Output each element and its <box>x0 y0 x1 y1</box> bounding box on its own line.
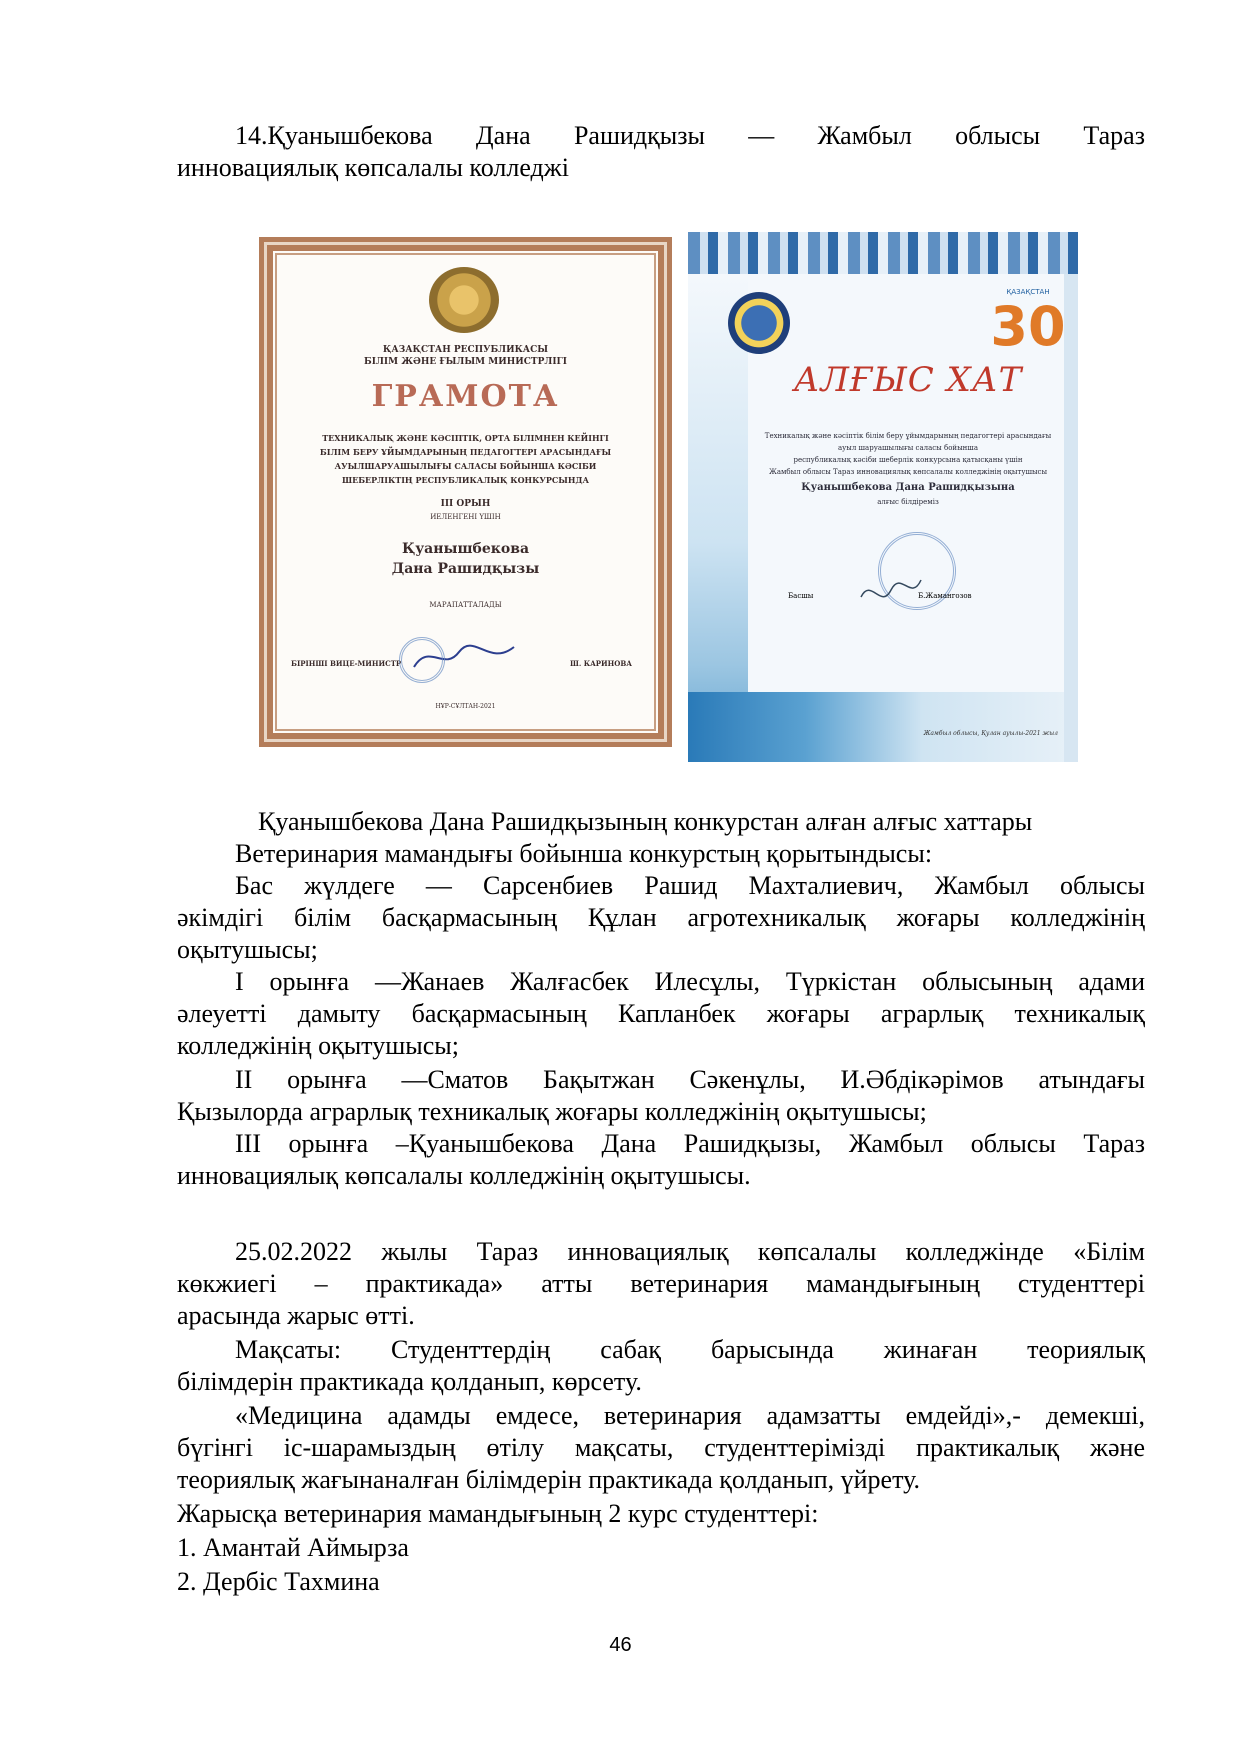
gramota-name-1: Қуанышбекова <box>401 541 530 557</box>
alghys-body-4: Жамбыл облысы Тараз инновациялық көпсалалы колледжінің оқытушысы <box>768 468 1048 476</box>
gramota-ministry-2: БІЛІМ ЖӘНЕ ҒЫЛЫМ МИНИСТРЛІГІ <box>364 357 567 367</box>
gramota-certificate-image <box>259 237 672 747</box>
gramota-place: ІІІ ОРЫН <box>440 499 491 509</box>
page-number: 46 <box>609 1634 632 1656</box>
alghys-thanks: алғыс білдіреміз <box>877 498 939 506</box>
goal-line-2: білімдерін практикада қолданып, көрсету. <box>177 1367 642 1396</box>
second-place-line-1: ІІ орынға —Сматов Бақытжан Сәкенұлы, И.Әбдікәрімов атындағы <box>235 1065 1145 1094</box>
alghys-name: Қуанышбекова Дана Рашидқызына <box>801 482 1015 493</box>
student-1: 1. Амантай Аймырза <box>177 1533 409 1562</box>
results-title: Ветеринария мамандығы бойынша конкурстың қорытындысы: <box>235 839 933 868</box>
heading-line-2: инновациялық көпсалалы колледжі <box>177 153 569 182</box>
quote-line-3: теориялық жағынаналған білімдерін практикада қолданып, үйрету. <box>177 1465 920 1494</box>
grand-prize-line-3: оқытушысы; <box>177 935 318 964</box>
gramota-signer-left: БІРІНШІ ВИЦЕ-МИНИСТР <box>291 659 402 668</box>
quote-line-1: «Медицина адамды емдесе, ветеринария адамзатты емдейді»,- демекші, <box>235 1401 1145 1430</box>
participants-intro: Жарысқа ветеринария мамандығының 2 курс студенттері: <box>177 1499 819 1528</box>
alghys-sign-right: Б.Жамангозов <box>918 592 972 600</box>
alghys-body-2: ауыл шаруашылығы саласы бойынша <box>838 444 978 452</box>
kazakhstan-emblem-icon <box>429 267 499 333</box>
alghys-body-3: республикалық кәсіби шеберлік конкурсына қатысқаны үшін <box>793 456 1023 464</box>
gramota-name-2: Дана Рашидқызы <box>391 561 540 577</box>
event-line-2: көкжиегі – практикада» атты ветеринария мамандығының студенттері <box>177 1269 1145 1298</box>
gramota-awarded: МАРАПАТТАЛАДЫ <box>429 601 502 609</box>
gramota-body-1: ТЕХНИКАЛЫҚ ЖӘНЕ КӘСІПТІК, ОРТА БІЛІМНЕН КЕЙІНГІ <box>322 433 609 443</box>
quote-line-2: бүгінгі іс-шарамыздың өтілу мақсаты, студенттерімізді практикалық және <box>177 1433 1145 1462</box>
alghys-hat-certificate-image <box>688 232 1078 762</box>
signature-icon <box>856 572 926 612</box>
third-place-line-2: инновациялық көпсалалы колледжінің оқытушысы. <box>177 1161 751 1190</box>
kz30-caption: ҚАЗАҚСТАН <box>1006 288 1050 296</box>
figure-caption: Қуанышбекова Дана Рашидқызының конкурстан алған алғыс хаттары <box>258 807 1033 836</box>
event-line-3: арасында жарыс өтті. <box>177 1301 415 1330</box>
student-2: 2. Дербіс Тахмина <box>177 1567 380 1596</box>
second-place-line-2: Қызылорда аграрлық техникалық жоғары колледжінің оқытушысы; <box>177 1097 927 1126</box>
gramota-city: НҰР-СҰЛТАН-2021 <box>435 703 496 710</box>
ministry-logo-icon <box>728 292 790 354</box>
alghys-sign-left: Басшы <box>788 592 814 600</box>
grand-prize-line-2: әкімдігі білім басқармасының Құлан агротехникалық жоғары колледжінің <box>177 903 1145 932</box>
heading-line-1: 14.Қуанышбекова Дана Рашидқызы — Жамбыл облысы Тараз <box>235 121 1145 150</box>
event-line-1: 25.02.2022 жылы Тараз инновациялық көпсалалы колледжінде «Білім <box>235 1237 1145 1266</box>
alghys-body-1: Техникалық және кәсіптік білім беру ұйымдарының педагогтері арасындағы <box>764 432 1052 440</box>
first-place-line-2: әлеуетті дамыту басқармасының Капланбек жоғары аграрлық техникалық <box>177 999 1145 1028</box>
alghys-ornament-bottom <box>688 692 1078 762</box>
goal-line-1: Мақсаты: Студенттердің сабақ барысында жинаған теориялық <box>235 1335 1145 1364</box>
gramota-for: ИЕЛЕНГЕНІ ҮШІН <box>430 513 501 521</box>
alghys-footer: Жамбыл облысы, Қулан ауылы-2021 жыл <box>923 730 1058 737</box>
gramota-ministry-1: ҚАЗАҚСТАН РЕСПУБЛИКАСЫ <box>382 345 549 355</box>
gramota-body-4: ШЕБЕРЛІКТІҢ РЕСПУБЛИКАЛЫҚ КОНКУРСЫНДА <box>341 475 590 485</box>
first-place-line-3: колледжінің оқытушысы; <box>177 1031 459 1060</box>
grand-prize-line-1: Бас жүлдеге — Сарсенбиев Рашид Махталиевич, Жамбыл облысы <box>235 871 1145 900</box>
alghys-title: АЛҒЫС ХАТ <box>793 360 1023 400</box>
gramota-title: ГРАМОТА <box>371 379 560 414</box>
gramota-body-3: АУЫЛШАРУАШЫЛЫҒЫ САЛАСЫ БОЙЫНША КӘСІБИ <box>334 461 597 471</box>
kz30-number: 30 <box>990 295 1066 358</box>
gramota-body-2: БІЛІМ БЕРУ ҰЙЫМДАРЫНЫҢ ПЕДАГОГТЕРІ АРАСЫНДАҒЫ <box>319 447 612 457</box>
gramota-signer-right: Ш. КАРИНОВА <box>569 659 632 668</box>
third-place-line-1: ІІІ орынға –Қуанышбекова Дана Рашидқызы, Жамбыл облысы Тараз <box>235 1129 1145 1158</box>
alghys-ornament-top <box>688 232 1078 274</box>
first-place-line-1: І орынға —Жанаев Жалғасбек Илесұлы, Түркістан облысының адами <box>235 967 1145 996</box>
gramota-seal-icon <box>399 637 445 683</box>
